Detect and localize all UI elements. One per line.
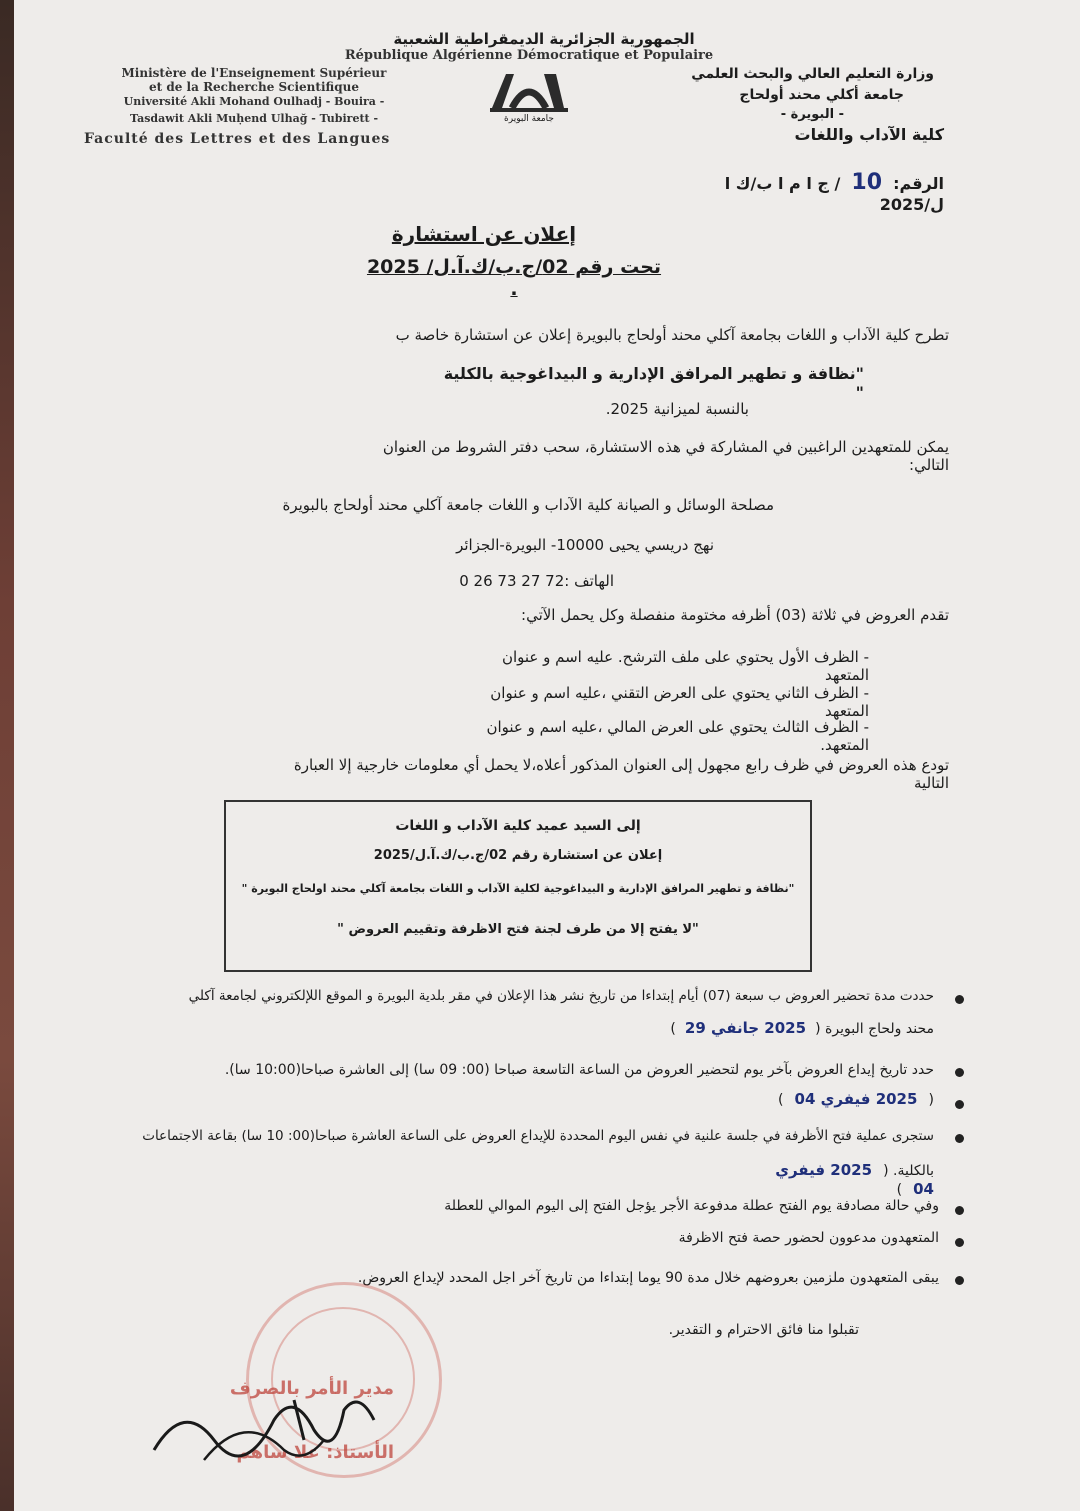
bullet-dot	[955, 1100, 964, 1109]
bullet-6-text: المتعهدون مدعوون لحضور حصة فتح الاظرفة	[678, 1230, 939, 1246]
bullet-3-date: 2025 فيفري 04	[794, 1090, 918, 1108]
bullet-3-close: )	[777, 1092, 784, 1108]
box-line-3: "نظافة و تطهير المرافق الإدارية و البيداغوجية لكلية الآداب و اللغات بجامعة آكلي محند اولحاج البويرة "	[241, 882, 795, 895]
bullet-1-line-1: حددت مدة تحضير العروض ب سبعة (07) أيام إبتداءا من تاريخ نشر هذا الإعلان في مقر بلدية البويرة و الموقع اللإلكتروني لجامعة آكلي	[188, 988, 934, 1004]
address-line-1: مصلحة الوسائل و الصيانة كلية الآداب و اللغات جامعة آكلي محند أولحاج بالبويرة	[282, 496, 774, 514]
ar-republic: الجمهورية الجزائرية الديمقراطية الشعبية	[393, 30, 695, 48]
bullet-4-line-2-text: بالكلية. (	[883, 1163, 934, 1179]
reference-code: / ج ا م ا ب/ك ا ل/2025	[724, 174, 944, 214]
bullet-4-line-2	[744, 1160, 934, 1198]
bullet-dot	[955, 1206, 964, 1215]
reference-label: الرقم:	[893, 174, 944, 193]
bullet-7-text: يبقى المتعهدون ملزمين بعروضهم خلال مدة 90 يوما إبتداءا من تاريخ آخر اجل المحدد لإيداع العروض.	[357, 1270, 939, 1286]
envelope-2-text: - الظرف الثاني يحتوي على العرض التقني ،عليه اسم و عنوان المتعهد	[490, 684, 869, 720]
bullet-1-close: )	[670, 1021, 676, 1037]
phone-text: الهاتف :72 27 73 26 0	[459, 572, 614, 590]
signature-name: الأستاذ: علا ساهم	[236, 1442, 394, 1463]
bullet-dot	[955, 1238, 964, 1247]
intro-text: تطرح كلية الآداب و اللغات بجامعة آكلي محند أولحاج بالبويرة إعلان عن استشارة خاصة ب	[395, 326, 949, 344]
ar-university: جامعة أكلي محند أولحاج	[739, 87, 904, 103]
university-logo	[484, 66, 574, 126]
bullet-3-open: (	[928, 1092, 934, 1108]
envelope-label-box	[224, 800, 812, 972]
invite-text: يمكن للمتعهدين الراغبين في المشاركة في هذه الاستشارة، سحب دفتر الشروط من العنوان التالي:	[382, 438, 949, 474]
ar-faculty: كلية الآداب واللغات	[794, 125, 944, 144]
bullet-5-text: وفي حالة مصادفة يوم الفتح عطلة مدفوعة الأجر يؤجل الفتح إلى اليوم الموالي للعطلة	[444, 1198, 939, 1214]
deposit-text: تودع هذه العروض في ظرف رابع مجهول إلى العنوان المذكور أعلاه،لا يحمل أي معلومات خارجية إلا العبارة التالية	[293, 756, 949, 792]
fr-republic: République Algérienne Démocratique et Populaire	[344, 48, 714, 63]
bullet-2-text: حدد تاريخ إيداع العروض بآخر يوم لتحضير العروض من الساعة التاسعة صباحا (00: 09 سا) إلى العاشرة صباحا(10:00 سا).	[224, 1062, 934, 1078]
envelope-3-text: - الظرف الثالث يحتوي على العرض المالي ،عليه اسم و عنوان المتعهد.	[486, 718, 869, 754]
reference-number: 10	[851, 170, 883, 195]
bullet-1-line-2	[634, 1018, 934, 1037]
bullet-dot	[955, 1134, 964, 1143]
bullet-1-line-2-text: محند ولحاج البويرة (	[815, 1021, 934, 1037]
bullet-3-line	[774, 1089, 934, 1108]
document-subtitle: تحت رقم 02/ج.ب/ك.آ.ل/ 2025 .	[366, 256, 662, 300]
bullet-4-date: 2025 فيفري 04	[775, 1161, 934, 1198]
logo-caption: جامعة البويرة	[504, 114, 554, 124]
fr-university-ber: Tasdawit Akli Muḥend Ulhağ - Tubirett -	[129, 112, 379, 125]
reference-line	[664, 170, 944, 214]
closing-text: تقبلوا منا فائق الاحترام و التقدير.	[668, 1322, 859, 1338]
bullet-4-line-1: ستجرى عملية فتح الأظرفة في جلسة علنية في نفس اليوم المحددة للإيداع العروض على الساعة العاشرة صباحا(00: 10 سا) بقاعة الاجتماعات	[142, 1128, 934, 1144]
document-title: إعلان عن استشارة	[391, 222, 577, 246]
budget-text: بالنسبة لميزانية 2025.	[605, 400, 749, 418]
box-line-2: إعلان عن استشارة رقم 02/ج.ب/ك.آ.ل/2025	[373, 848, 663, 863]
box-line-1: إلى السيد عميد كلية الآداب و اللغات	[395, 818, 641, 834]
bullet-4-close: )	[896, 1182, 903, 1198]
offers-text: تقدم العروض في ثلاثة (03) أظرفه مختومة منفصلة وكل يحمل الآتي:	[521, 606, 949, 624]
box-line-4: "لا يفتح إلا من طرف لجنة فتح الاظرفة وتقييم العروض "	[337, 922, 699, 937]
signature-scribble-icon	[144, 1380, 384, 1470]
address-line-2: نهج دريسي يحيى 10000- البويرة-الجزائر	[456, 536, 714, 554]
bullet-dot	[955, 1068, 964, 1077]
subject-text: "نظافة و تطهير المرافق الإدارية و البيداغوجية بالكلية "	[443, 364, 864, 402]
envelope-1-text: - الظرف الأول يحتوي على ملف الترشح. عليه اسم و عنوان المتعهد	[501, 648, 869, 684]
bullet-dot	[955, 995, 964, 1004]
ar-city: - البويرة -	[780, 107, 844, 122]
signature-title: مدير الأمر بالصرف	[229, 1378, 394, 1399]
fr-university: Université Akli Mohand Oulhadj - Bouira -	[123, 95, 385, 108]
fr-faculty: Faculté des Lettres et des Langues	[84, 131, 391, 147]
ar-ministry: وزارة التعليم العالي والبحث العلمي	[691, 66, 934, 82]
bullet-dot	[955, 1276, 964, 1285]
fr-ministry-2: et de la Recherche Scientifique	[149, 80, 359, 94]
fr-ministry-1: Ministère de l'Enseignement Supérieur	[121, 66, 387, 80]
bullet-1-date: 2025 جانفي 29	[684, 1019, 807, 1037]
logo-mark-icon	[484, 66, 574, 116]
document-page	[14, 0, 1080, 1511]
